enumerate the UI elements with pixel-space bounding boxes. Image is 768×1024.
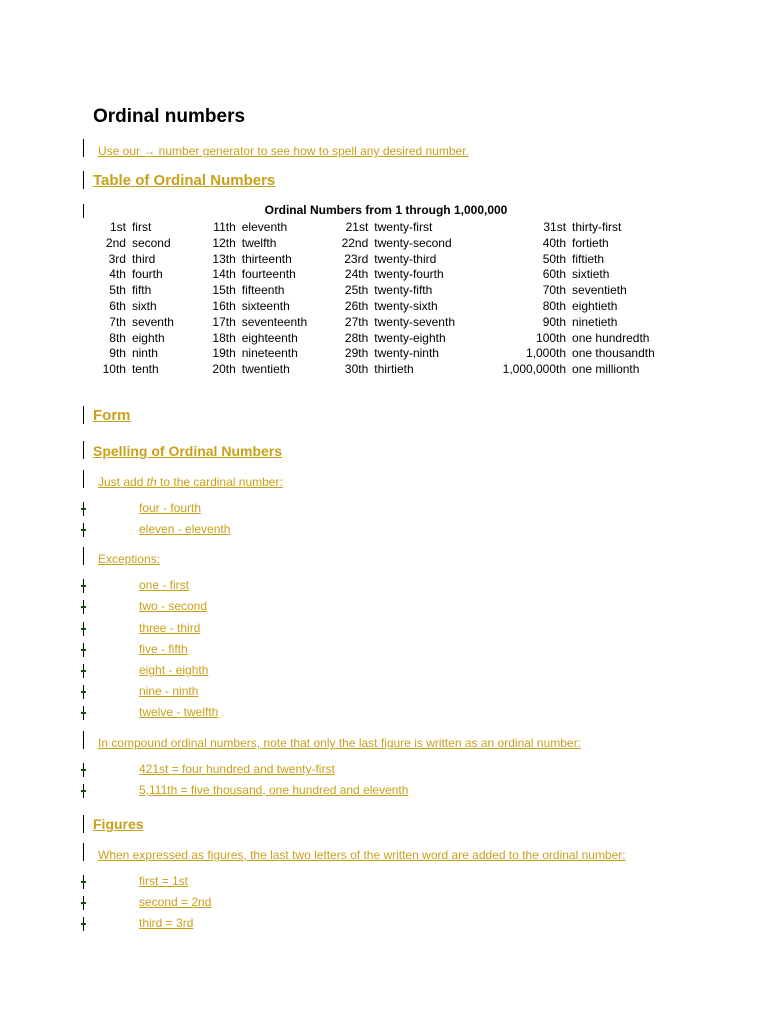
ordinal-word: eighteenth	[241, 330, 298, 345]
spelling-rule[interactable]	[98, 475, 283, 489]
margin-marker	[83, 171, 84, 189]
spelling-heading[interactable]: Spelling of Ordinal Numbers	[93, 443, 283, 459]
compound-note[interactable]: In compound ordinal numbers, note that only the last figure is written as an ordinal number:	[98, 736, 581, 750]
ordinal-figure: 13th	[212, 251, 236, 266]
ordinal-word: twenty-seventh	[374, 314, 455, 329]
ordinal-figure: 100th	[536, 330, 567, 345]
figures-note[interactable]: When expressed as figures, the last two letters of the written word are added to the ordinal number:	[98, 848, 626, 862]
ordinal-figure: 21st	[345, 220, 369, 234]
table-row	[96, 220, 676, 236]
ordinal-word: nineteenth	[241, 346, 298, 361]
list-item[interactable]: nine - ninth	[139, 684, 199, 698]
list-bullet	[83, 706, 86, 720]
ordinal-word: twenty-third	[374, 251, 437, 266]
ordinal-table	[96, 203, 676, 378]
table-row	[96, 315, 676, 331]
ordinal-word: one thousandth	[572, 346, 655, 361]
exceptions-label[interactable]: Exceptions:	[98, 552, 161, 566]
list-item[interactable]: four - fourth	[139, 501, 202, 515]
ordinal-word: twentieth	[241, 362, 290, 377]
list-item[interactable]: second = 2nd	[139, 895, 212, 909]
list-item[interactable]: 5,111th = five thousand, one hundred and eleventh	[139, 783, 409, 797]
ordinal-figure: 40th	[542, 235, 567, 250]
list-item[interactable]: three - third	[139, 621, 201, 635]
table-row	[96, 236, 676, 252]
ordinal-word: one millionth	[572, 362, 640, 377]
ordinal-figure: 22nd	[341, 235, 369, 250]
margin-marker	[83, 139, 84, 157]
list-bullet	[83, 875, 86, 889]
list-bullet	[83, 763, 86, 777]
ordinal-word: twenty-eighth	[374, 330, 446, 345]
ordinal-figure: 27th	[344, 314, 369, 329]
list-item[interactable]: 421st = four hundred and twenty-first	[139, 762, 335, 776]
ordinal-word: twenty-sixth	[374, 298, 438, 313]
ordinal-figure: 24th	[344, 267, 369, 282]
ordinal-figure: 90th	[542, 314, 567, 329]
ordinal-figure: 1st	[109, 220, 126, 234]
ordinal-word: ninetieth	[572, 314, 618, 329]
table-caption: Ordinal Numbers from 1 through 1,000,000	[264, 203, 508, 217]
ordinal-figure: 14th	[212, 267, 236, 282]
ordinal-word: fourth	[131, 267, 163, 282]
ordinal-word: thirtieth	[374, 362, 414, 377]
ordinal-figure: 60th	[542, 267, 567, 282]
ordinal-word: sixteenth	[241, 298, 290, 313]
list-bullet	[83, 622, 86, 636]
ordinal-figure: 19th	[212, 346, 236, 361]
ordinal-figure: 11th	[213, 220, 236, 234]
page-title: Ordinal numbers	[93, 106, 246, 127]
form-heading[interactable]: Form	[93, 407, 131, 424]
list-bullet	[83, 784, 86, 798]
ordinal-word: eleventh	[241, 220, 288, 234]
list-bullet	[83, 685, 86, 699]
ordinal-word: twenty-fourth	[374, 267, 444, 282]
list-bullet	[83, 523, 86, 537]
ordinal-word: seventeenth	[241, 314, 308, 329]
ordinal-word: first	[131, 220, 152, 234]
ordinal-word: fourteenth	[241, 267, 296, 282]
list-bullet	[83, 664, 86, 678]
margin-marker	[83, 441, 84, 459]
ordinal-figure: 70th	[542, 283, 567, 298]
list-bullet	[83, 917, 86, 931]
list-bullet	[83, 600, 86, 614]
ordinal-word: eighth	[131, 330, 165, 345]
list-bullet	[83, 502, 86, 516]
table-row	[96, 252, 676, 268]
ordinal-figure: 9th	[109, 346, 126, 361]
list-item[interactable]: one - first	[139, 578, 190, 592]
ordinal-figure: 26th	[344, 298, 369, 313]
ordinal-figure: 15th	[212, 283, 236, 298]
table-row	[96, 299, 676, 315]
list-item[interactable]: five - fifth	[139, 642, 188, 656]
ordinal-figure: 50th	[542, 251, 567, 266]
ordinal-word: twenty-fifth	[374, 283, 433, 298]
margin-marker	[83, 843, 84, 861]
ordinal-figure: 8th	[109, 330, 126, 345]
table-row	[96, 331, 676, 347]
ordinal-figure: 28th	[344, 330, 369, 345]
ordinal-word: second	[131, 235, 171, 250]
list-item[interactable]: twelve - twelfth	[139, 705, 219, 719]
ordinal-figure: 31st	[543, 220, 567, 234]
table-row	[96, 267, 676, 283]
ordinal-figure: 6th	[109, 298, 126, 313]
ordinal-word: seventh	[131, 314, 174, 329]
ordinal-figure: 80th	[542, 298, 567, 313]
list-bullet	[83, 896, 86, 910]
rule-emphasis: th	[146, 475, 157, 489]
ordinal-figure: 12th	[212, 235, 236, 250]
ordinal-figure: 10th	[102, 362, 126, 377]
table-row	[96, 362, 676, 378]
ordinal-word: fifteenth	[241, 283, 285, 298]
ordinal-figure: 29th	[344, 346, 369, 361]
ordinal-word: one hundredth	[572, 330, 650, 345]
margin-marker	[83, 406, 84, 424]
ordinal-figure: 1,000th	[526, 346, 567, 361]
ordinal-figure: 16th	[212, 298, 236, 313]
ordinal-figure: 30th	[344, 362, 369, 377]
ordinal-word: seventieth	[572, 283, 627, 298]
ordinal-word: ninth	[131, 346, 158, 361]
ordinal-word: twenty-second	[374, 235, 452, 250]
figures-heading[interactable]: Figures	[93, 816, 144, 832]
list-item[interactable]: two - second	[139, 599, 208, 613]
ordinal-word: fifth	[131, 283, 152, 298]
ordinal-word: twelfth	[241, 235, 277, 250]
list-item[interactable]: first = 1st	[139, 874, 189, 888]
list-bullet	[83, 643, 86, 657]
margin-marker	[83, 547, 84, 565]
margin-marker	[83, 470, 84, 488]
ordinal-word: fortieth	[572, 235, 609, 250]
ordinal-word: thirteenth	[241, 251, 292, 266]
table-heading[interactable]: Table of Ordinal Numbers	[93, 172, 276, 189]
margin-marker	[83, 731, 84, 749]
ordinal-word: twenty-ninth	[374, 346, 439, 361]
ordinal-figure: 17th	[212, 314, 236, 329]
ordinal-figure: 18th	[212, 330, 236, 345]
ordinal-word: fiftieth	[572, 251, 605, 266]
ordinal-figure: 23rd	[344, 251, 369, 266]
table-row	[96, 346, 676, 362]
rule-prefix: Just add	[98, 475, 147, 489]
ordinal-word: sixtieth	[572, 267, 610, 282]
ordinal-figure: 20th	[212, 362, 236, 377]
ordinal-figure: 3rd	[108, 251, 126, 266]
ordinal-figure: 4th	[109, 267, 126, 282]
ordinal-word: twenty-first	[374, 220, 433, 234]
list-item[interactable]: eleven - eleventh	[139, 522, 231, 536]
ordinal-word: sixth	[131, 298, 157, 313]
list-item[interactable]: eight - eighth	[139, 663, 209, 677]
ordinal-figure: 25th	[344, 283, 369, 298]
table-row	[96, 283, 676, 299]
list-bullet	[83, 579, 86, 593]
ordinal-word: third	[131, 251, 156, 266]
ordinal-figure: 7th	[109, 314, 126, 329]
ordinal-figure: 1,000,000th	[502, 362, 567, 377]
ordinal-word: tenth	[131, 362, 159, 377]
rule-suffix: to the cardinal number:	[156, 475, 283, 489]
ordinal-figure: 5th	[109, 283, 126, 298]
margin-marker	[83, 204, 84, 218]
number-generator-link[interactable]: Use our → number generator to see how to spell any desired number.	[98, 144, 469, 158]
ordinal-figure: 2nd	[105, 235, 126, 250]
ordinal-word: thirty-first	[572, 220, 622, 234]
ordinal-word: eightieth	[572, 298, 618, 313]
margin-marker	[83, 815, 84, 833]
list-item[interactable]: third = 3rd	[139, 916, 194, 930]
